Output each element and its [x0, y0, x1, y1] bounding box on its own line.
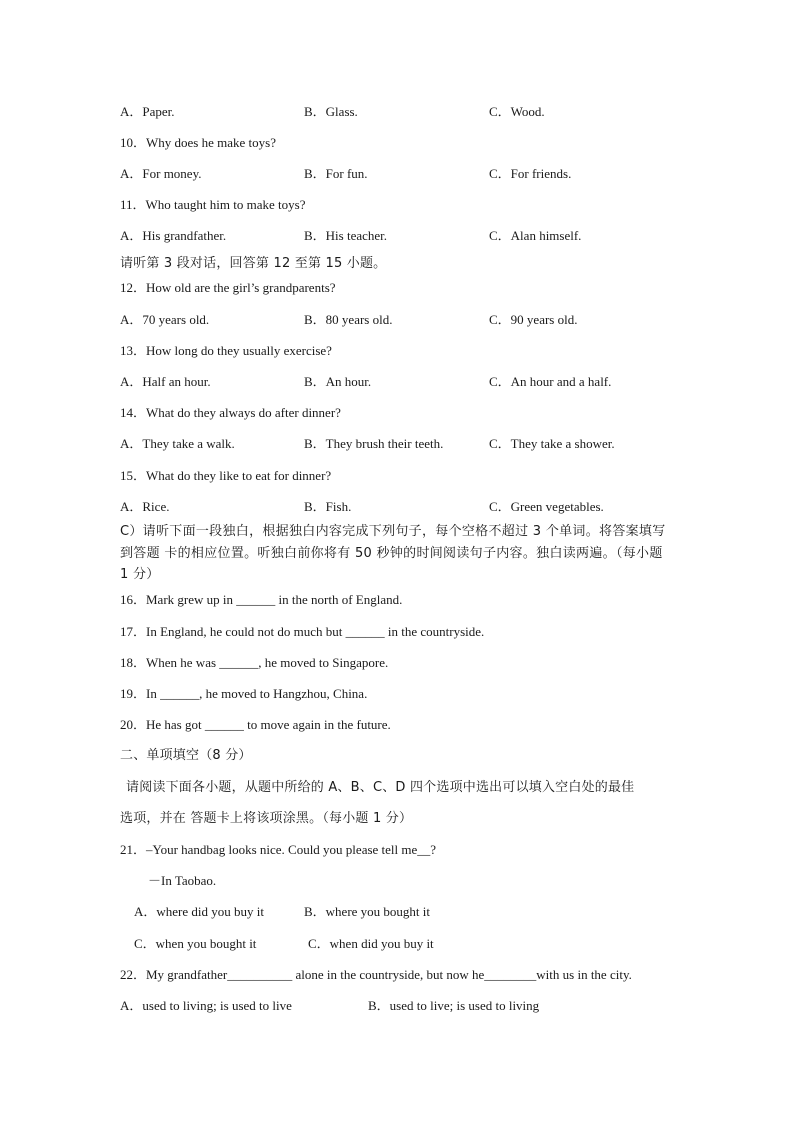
q12-option-a: A．70 years old.: [120, 312, 210, 327]
q15-options: [0, 497, 794, 517]
q21-reply: [0, 871, 794, 891]
q14-question: [0, 403, 794, 423]
section2-title-text: 二、单项填空（8 分）: [120, 748, 252, 763]
q16-text: 16．Mark grew up in ______ in the north of England.: [120, 592, 403, 607]
section2-title: [0, 746, 794, 766]
q10-option-b: B．For fun.: [304, 166, 368, 181]
q18: [0, 653, 794, 673]
q11-options: [0, 226, 794, 246]
q21-option-b: B．where you bought it: [304, 904, 431, 919]
section3-instruction-text: 请听第 3 段对话，回答第 12 至第 15 小题。: [120, 256, 387, 271]
q21-options-row2: [0, 934, 794, 954]
q21-option-a: A．where did you buy it: [134, 904, 264, 919]
q15-option-c: C．Green vegetables.: [489, 499, 604, 514]
q13-option-c: C．An hour and a half.: [489, 374, 612, 389]
q13-options: [0, 372, 794, 392]
q14-option-a: A．They take a walk.: [120, 436, 235, 451]
q15-option-a: A．Rice.: [120, 499, 170, 514]
q13-text: 13．How long do they usually exercise?: [120, 343, 332, 358]
q13-question: [0, 341, 794, 361]
q21-question: [0, 840, 794, 860]
q15-text: 15．What do they like to eat for dinner?: [120, 468, 332, 483]
q13-option-a: A．Half an hour.: [120, 374, 211, 389]
q21-reply-text: －In Taobao.: [148, 873, 217, 888]
q21-text: 21．–Your handbag looks nice. Could you please tell me__?: [120, 842, 437, 857]
q15-question: [0, 466, 794, 486]
q10-question: [0, 133, 794, 153]
q10-option-c: C．For friends.: [489, 166, 572, 181]
q19: [0, 684, 794, 704]
q13-option-b: B．An hour.: [304, 374, 372, 389]
section2-instruction-line1: [0, 778, 794, 798]
q14-option-b: B．They brush their teeth.: [304, 436, 444, 451]
q21-option-d: C．when did you buy it: [308, 936, 434, 951]
q9-option-a: A．Paper.: [120, 104, 175, 119]
q16: [0, 590, 794, 610]
q17-text: 17．In England, he could not do much but ______ in the countryside.: [120, 624, 485, 639]
q20-text: 20．He has got ______ to move again in the future.: [120, 717, 391, 732]
q14-option-c: C．They take a shower.: [489, 436, 615, 451]
q18-text: 18．When he was ______, he moved to Singapore.: [120, 655, 389, 670]
q10-options: [0, 164, 794, 184]
q22-options: [0, 996, 794, 1016]
part-c-instruction: C）请听下面一段独白，根据独白内容完成下列句子，每个空格不超过 3 个单词。将答案填写到答题 卡的相应位置。听独白前你将有 50 秒钟的时间阅读句子内容。独白读两遍。（每小题 1 分）: [120, 524, 666, 582]
q12-option-b: B．80 years old.: [304, 312, 393, 327]
q12-options: [0, 310, 794, 330]
q21-options-row1: [0, 902, 794, 922]
q11-option-b: B．His teacher.: [304, 228, 388, 243]
q9-option-c: C．Wood.: [489, 104, 545, 119]
q9-option-b: B．Glass.: [304, 104, 358, 119]
section2-instruction-line2: [0, 809, 794, 829]
q19-text: 19．In ______, he moved to Hangzhou, China.: [120, 686, 368, 701]
q11-question: [0, 195, 794, 215]
q11-text: 11．Who taught him to make toys?: [120, 197, 306, 212]
q22-text: 22．My grandfather__________ alone in the countryside, but now he________with us in the city.: [120, 967, 632, 982]
q10-text: 10．Why does he make toys?: [120, 135, 276, 150]
q14-text: 14．What do they always do after dinner?: [120, 405, 341, 420]
section2-instruction-text-1: 请阅读下面各小题，从题中所给的 A、B、C、D 四个选项中选出可以填入空白处的最佳: [126, 780, 635, 795]
q14-options: [0, 434, 794, 454]
q21-option-c: C．when you bought it: [134, 936, 257, 951]
q12-option-c: C．90 years old.: [489, 312, 578, 327]
q15-option-b: B．Fish.: [304, 499, 352, 514]
q22-option-b: B．used to live; is used to living: [368, 998, 540, 1013]
section3-instruction: [0, 254, 794, 274]
q22-option-a: A．used to living; is used to live: [120, 998, 292, 1013]
q10-option-a: A．For money.: [120, 166, 202, 181]
q11-option-c: C．Alan himself.: [489, 228, 582, 243]
q11-option-a: A．His grandfather.: [120, 228, 227, 243]
q12-text: 12．How old are the girl’s grandparents?: [120, 280, 336, 295]
q12-question: [0, 278, 794, 298]
q9-options: [0, 102, 794, 122]
q22-question: [0, 965, 794, 985]
q20: [0, 715, 794, 735]
q17: [0, 622, 794, 642]
section2-instruction-text-2: 选项，并在 答题卡上将该项涂黑。（每小题 1 分）: [120, 811, 413, 826]
